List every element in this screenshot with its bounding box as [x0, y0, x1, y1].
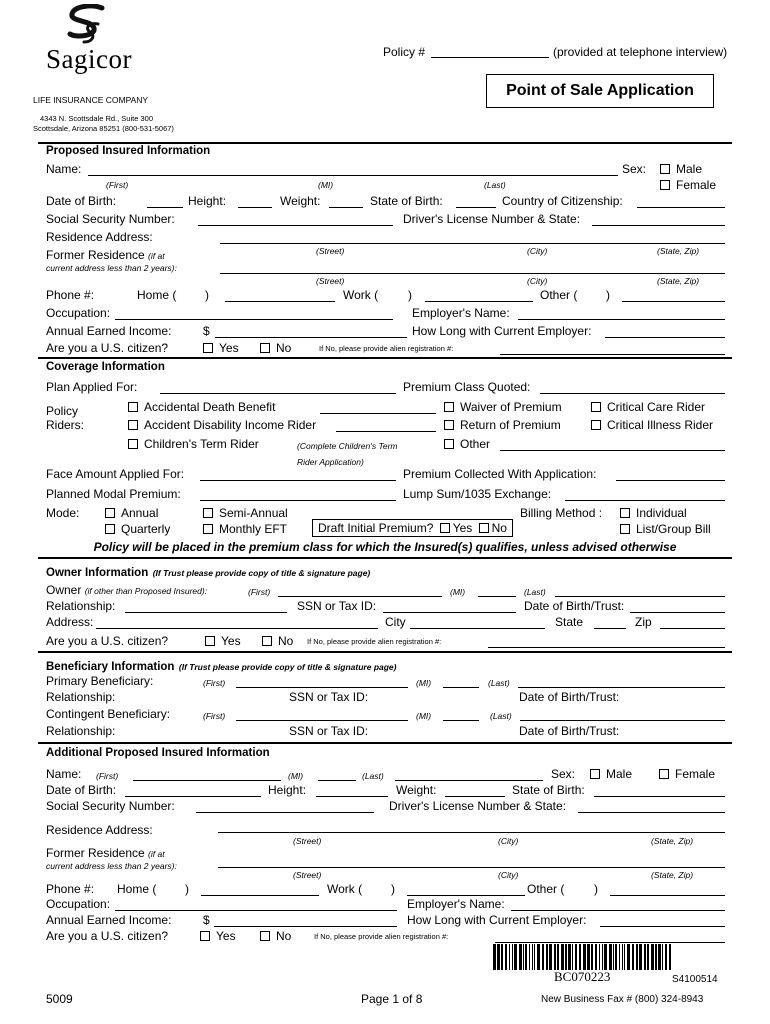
company-name: LIFE INSURANCE COMPANY	[33, 95, 149, 105]
adb-option[interactable]	[128, 400, 275, 414]
no-label: No	[276, 929, 292, 943]
add-dl-label: Driver's License Number & State:	[389, 799, 567, 813]
residence-label: Residence Address:	[46, 230, 153, 244]
premium-class-label: Premium Class Quoted:	[403, 380, 531, 394]
adb-label: Accidental Death Benefit	[144, 400, 276, 414]
add-alien-label: If No, please provide alien registration #:	[314, 932, 449, 941]
section-title-owner: Owner Information	[46, 567, 149, 579]
rop-option[interactable]	[444, 418, 561, 432]
no-checkbox[interactable]	[260, 343, 270, 353]
former-residence-label: Former Residence	[46, 248, 145, 262]
company-address-1: 4343 N. Scottsdale Rd., Suite 300	[40, 114, 153, 123]
first-caption: (First)	[96, 771, 119, 781]
dob-field[interactable]	[147, 207, 183, 208]
premium-class-field[interactable]	[540, 393, 725, 394]
citizen-no-option[interactable]	[260, 341, 291, 355]
ctr-label: Children's Term Rider	[144, 437, 259, 451]
work-phone-field[interactable]	[425, 301, 533, 302]
draft-yes-label: Yes	[452, 521, 473, 535]
female-label: Female	[675, 767, 716, 781]
employer-label: Employer's Name:	[412, 306, 510, 320]
owner-dob-field[interactable]	[630, 612, 725, 613]
height-label: Height:	[188, 194, 227, 208]
fax-number: New Business Fax # (800) 324-8943	[541, 994, 704, 1005]
occupation-field[interactable]	[115, 319, 393, 320]
owner-zip-field[interactable]	[660, 628, 725, 629]
add-former-label: Former Residence	[46, 846, 145, 860]
draft-no-checkbox[interactable]	[479, 523, 489, 533]
city-caption: (City)	[527, 276, 548, 286]
ctr-note-2: Rider Application)	[297, 457, 364, 467]
mi-caption: (MI)	[288, 771, 304, 781]
alien-label: If No, please provide alien registration #:	[319, 344, 454, 353]
lump-sum-field[interactable]	[565, 500, 725, 501]
plan-label: Plan Applied For:	[46, 380, 138, 394]
city-caption: (City)	[527, 246, 548, 256]
owner-city-label: City	[385, 615, 406, 629]
female-checkbox[interactable]	[659, 769, 669, 779]
ssn-field[interactable]	[198, 225, 393, 226]
barcode	[493, 944, 673, 970]
former-note: current address less than 2 years):	[46, 263, 177, 273]
contingent-dob-label: Date of Birth/Trust:	[519, 724, 620, 738]
add-height-field[interactable]	[316, 796, 388, 797]
income-field[interactable]	[215, 337, 407, 338]
page-number: Page 1 of 8	[361, 992, 423, 1006]
semi-annual-label: Semi-Annual	[219, 506, 288, 520]
no-label: No	[278, 634, 294, 648]
add-weight-field[interactable]	[445, 796, 505, 797]
modal-premium-field[interactable]	[200, 500, 396, 501]
add-male-option[interactable]	[590, 767, 632, 781]
add-residence-label: Residence Address:	[46, 823, 153, 837]
yes-checkbox[interactable]	[200, 931, 210, 941]
former-residence-field[interactable]	[220, 273, 725, 274]
group-bill-checkbox[interactable]	[620, 524, 630, 534]
section-divider	[38, 557, 732, 559]
paren: )	[408, 288, 412, 302]
owner-dob-label: Date of Birth/Trust:	[524, 599, 625, 613]
primary-first-field[interactable]	[236, 687, 408, 688]
owner-ssn-field[interactable]	[383, 612, 516, 613]
premium-class-notice: Policy will be placed in the premium class for which the Insured(s) qualifies, unless advised otherwise	[93, 540, 677, 554]
add-occupation-field[interactable]	[115, 910, 397, 911]
primary-beneficiary-label: Primary Beneficiary:	[46, 674, 154, 688]
add-residence-field[interactable]	[218, 832, 725, 833]
owner-first-field[interactable]	[278, 596, 442, 597]
face-amount-label: Face Amount Applied For:	[46, 467, 185, 481]
country-field[interactable]	[637, 207, 725, 208]
last-caption: (Last)	[362, 771, 384, 781]
female-checkbox[interactable]	[660, 180, 670, 190]
premium-collected-field[interactable]	[616, 480, 725, 481]
semi-annual-checkbox[interactable]	[203, 508, 213, 518]
owner-ssn-label: SSN or Tax ID:	[297, 599, 377, 613]
add-work-phone-field[interactable]	[407, 895, 525, 896]
ctr-checkbox[interactable]	[128, 439, 138, 449]
add-sex-label: Sex:	[551, 767, 576, 781]
individual-option[interactable]	[620, 506, 687, 520]
group-bill-option[interactable]	[620, 522, 711, 536]
male-checkbox[interactable]	[660, 164, 670, 174]
paren: )	[594, 882, 598, 896]
city-caption: (City)	[498, 870, 519, 880]
owner-state-label: State	[555, 615, 584, 629]
owner-citizen-label: Are you a U.S. citizen?	[46, 634, 169, 648]
last-caption: (Last)	[484, 180, 506, 190]
state-zip-caption: (State, Zip)	[651, 870, 694, 880]
ssn-label: Social Security Number:	[46, 212, 175, 226]
owner-zip-label: Zip	[635, 615, 652, 629]
policy-number-label: Policy #	[383, 45, 426, 59]
group-bill-label: List/Group Bill	[636, 522, 711, 536]
section-title-proposed-insured: Proposed Insured Information	[46, 145, 211, 157]
waiver-option[interactable]	[444, 400, 562, 414]
add-weight-label: Weight:	[396, 783, 437, 797]
monthly-eft-checkbox[interactable]	[203, 524, 213, 534]
owner-citizen-yes-option[interactable]	[205, 634, 241, 648]
add-home-phone-field[interactable]	[201, 895, 319, 896]
sagicor-logo-mark	[62, 4, 112, 46]
billing-method-label: Billing Method :	[520, 506, 603, 520]
contingent-last-field[interactable]	[520, 720, 725, 721]
section-divider	[38, 651, 732, 653]
annual-label: Annual	[121, 506, 159, 520]
add-alien-field[interactable]	[495, 942, 725, 943]
critical-care-option[interactable]	[591, 400, 705, 414]
last-caption: (Last)	[488, 678, 510, 688]
occupation-label: Occupation:	[46, 306, 111, 320]
draft-no-label: No	[491, 521, 507, 535]
former-if-caption: (if at	[148, 849, 165, 859]
dollar-sign: $	[203, 913, 210, 927]
add-employer-field[interactable]	[511, 910, 725, 911]
rop-label: Return of Premium	[460, 418, 561, 432]
first-caption: (First)	[106, 180, 129, 190]
drivers-license-label: Driver's License Number & State:	[403, 212, 581, 226]
other-rider-option[interactable]	[444, 437, 490, 451]
no-label: No	[276, 341, 292, 355]
lump-sum-label: Lump Sum/1035 Exchange:	[403, 487, 552, 501]
street-caption: (Street)	[293, 836, 322, 846]
add-how-long-label: How Long with Current Employer:	[407, 913, 587, 927]
paren: )	[391, 882, 395, 896]
add-state-birth-field[interactable]	[594, 796, 725, 797]
section-title-beneficiary: Beneficiary Information	[46, 661, 175, 673]
primary-dob-label: Date of Birth/Trust:	[519, 690, 620, 704]
name-label: Name:	[46, 162, 82, 176]
adi-label: Accident Disability Income Rider	[144, 418, 317, 432]
male-label: Male	[606, 767, 633, 781]
add-dob-field[interactable]	[125, 796, 261, 797]
company-address-2: Scottsdale, Arizona 85251 (800-531-5067)	[33, 124, 174, 133]
mi-caption: (MI)	[416, 711, 432, 721]
no-checkbox[interactable]	[260, 931, 270, 941]
add-ssn-label: Social Security Number:	[46, 799, 175, 813]
add-work-phone-label: Work (	[327, 882, 363, 896]
mi-caption: (MI)	[416, 678, 432, 688]
draft-yes-checkbox[interactable]	[440, 523, 450, 533]
section-divider	[38, 357, 732, 359]
add-dob-label: Date of Birth:	[46, 783, 117, 797]
paren: )	[606, 288, 610, 302]
state-zip-caption: (State, Zip)	[657, 246, 700, 256]
home-phone-field[interactable]	[225, 301, 335, 302]
owner-relationship-field[interactable]	[125, 612, 287, 613]
form-number: 5009	[46, 992, 73, 1006]
mode-label: Mode:	[46, 506, 80, 520]
income-label: Annual Earned Income:	[46, 324, 172, 338]
owner-note: (if other than Proposed Insured):	[84, 586, 208, 596]
country-label: Country of Citizenship:	[502, 194, 623, 208]
contingent-mi-field[interactable]	[443, 720, 479, 721]
add-female-option[interactable]	[659, 767, 715, 781]
waiver-checkbox[interactable]	[444, 402, 454, 412]
how-long-field[interactable]	[605, 337, 725, 338]
primary-mi-field[interactable]	[443, 687, 479, 688]
female-option[interactable]	[660, 178, 716, 192]
section-divider	[38, 142, 732, 144]
critical-illness-option[interactable]	[591, 418, 713, 432]
male-label: Male	[676, 162, 703, 176]
mi-caption: (MI)	[318, 180, 334, 190]
owner-citizen-no-option[interactable]	[262, 634, 293, 648]
phone-label: Phone #:	[46, 288, 95, 302]
contingent-first-field[interactable]	[236, 720, 408, 721]
add-occupation-label: Occupation:	[46, 897, 111, 911]
other-phone-field[interactable]	[622, 301, 725, 302]
plan-field[interactable]	[160, 393, 396, 394]
individual-label: Individual	[636, 506, 687, 520]
section-title-additional-insured: Additional Proposed Insured Information	[46, 747, 270, 759]
add-home-phone-label: Home (	[117, 882, 157, 896]
annual-option[interactable]	[105, 506, 158, 520]
section-title-coverage: Coverage Information	[46, 361, 165, 373]
policy-number-field[interactable]	[431, 57, 549, 58]
monthly-eft-option[interactable]	[203, 522, 287, 536]
draft-label: Draft Initial Premium?	[318, 521, 434, 535]
add-last-field[interactable]	[395, 780, 543, 781]
add-citizen-label: Are you a U.S. citizen?	[46, 929, 169, 943]
draft-initial-premium-box	[312, 519, 513, 537]
sex-label: Sex:	[622, 162, 647, 176]
add-first-field[interactable]	[133, 780, 281, 781]
critical-illness-checkbox[interactable]	[591, 420, 601, 430]
critical-illness-label: Critical Illness Rider	[607, 418, 714, 432]
add-citizen-yes-option[interactable]	[200, 929, 236, 943]
add-state-birth-label: State of Birth:	[512, 783, 585, 797]
other-rider-checkbox[interactable]	[444, 439, 454, 449]
work-phone-label: Work (	[343, 288, 379, 302]
adb-checkbox[interactable]	[128, 402, 138, 412]
policy-note: (provided at telephone interview)	[553, 45, 728, 59]
add-citizen-no-option[interactable]	[260, 929, 291, 943]
form-code: S4100514	[672, 974, 718, 985]
owner-address-field[interactable]	[96, 628, 378, 629]
yes-checkbox[interactable]	[203, 343, 213, 353]
owner-city-field[interactable]	[410, 628, 545, 629]
insured-name-field[interactable]	[88, 175, 618, 176]
barcode-text: BC070223	[554, 969, 611, 984]
last-caption: (Last)	[524, 587, 546, 597]
ctr-option[interactable]	[128, 437, 259, 451]
state-of-birth-field[interactable]	[456, 207, 496, 208]
owner-alien-label: If No, please provide alien registration #:	[307, 637, 442, 646]
quarterly-option[interactable]	[105, 522, 170, 536]
residence-field[interactable]	[220, 243, 725, 244]
quarterly-checkbox[interactable]	[105, 524, 115, 534]
owner-title-note: (If Trust please provide copy of title & signature page)	[152, 568, 371, 578]
mi-caption: (MI)	[450, 587, 466, 597]
rop-checkbox[interactable]	[444, 420, 454, 430]
first-caption: (First)	[203, 678, 226, 688]
male-checkbox[interactable]	[590, 769, 600, 779]
drivers-license-field[interactable]	[592, 225, 725, 226]
contingent-ssn-label: SSN or Tax ID:	[289, 724, 369, 738]
critical-care-label: Critical Care Rider	[607, 400, 706, 414]
dob-label: Date of Birth:	[46, 194, 117, 208]
add-dl-field[interactable]	[578, 812, 725, 813]
street-caption: (Street)	[316, 246, 345, 256]
add-former-field[interactable]	[218, 867, 725, 868]
critical-care-checkbox[interactable]	[591, 402, 601, 412]
semi-annual-option[interactable]	[203, 506, 288, 520]
other-rider-field[interactable]	[500, 450, 725, 451]
add-mi-field[interactable]	[318, 780, 356, 781]
contingent-beneficiary-label: Contingent Beneficiary:	[46, 707, 171, 721]
female-label: Female	[676, 178, 717, 192]
adi-checkbox[interactable]	[128, 420, 138, 430]
how-long-label: How Long with Current Employer:	[412, 324, 592, 338]
face-amount-field[interactable]	[200, 480, 396, 481]
yes-checkbox[interactable]	[205, 636, 215, 646]
no-checkbox[interactable]	[262, 636, 272, 646]
monthly-eft-label: Monthly EFT	[219, 522, 288, 536]
add-other-phone-label: Other (	[527, 882, 565, 896]
yes-label: Yes	[221, 634, 241, 648]
street-caption: (Street)	[293, 870, 322, 880]
owner-relationship-label: Relationship:	[46, 599, 116, 613]
form-title-box	[486, 74, 714, 108]
owner-state-field[interactable]	[594, 628, 626, 629]
city-caption: (City)	[498, 836, 519, 846]
yes-label: Yes	[216, 929, 236, 943]
primary-ssn-label: SSN or Tax ID:	[289, 690, 369, 704]
individual-checkbox[interactable]	[620, 508, 630, 518]
paren: )	[185, 882, 189, 896]
riders-label: Riders:	[46, 418, 85, 432]
male-option[interactable]	[660, 162, 702, 176]
last-caption: (Last)	[490, 711, 512, 721]
quarterly-label: Quarterly	[121, 522, 171, 536]
citizen-label: Are you a U.S. citizen?	[46, 341, 169, 355]
street-caption: (Street)	[316, 276, 345, 286]
owner-mi-field[interactable]	[478, 596, 516, 597]
weight-label: Weight:	[280, 194, 321, 208]
owner-address-label: Address:	[46, 615, 94, 629]
adi-amount-field[interactable]	[336, 431, 436, 432]
first-caption: (First)	[248, 587, 271, 597]
height-field[interactable]	[238, 207, 272, 208]
modal-premium-label: Planned Modal Premium:	[46, 487, 181, 501]
logo-name: Sagicor	[46, 44, 132, 74]
former-if-caption: (if at	[148, 251, 165, 261]
add-income-field[interactable]	[214, 926, 397, 927]
dollar-sign: $	[203, 324, 210, 338]
former-note: current address less than 2 years):	[46, 861, 177, 871]
other-phone-label: Other (	[540, 288, 578, 302]
other-rider-label: Other	[460, 437, 491, 451]
weight-field[interactable]	[329, 207, 363, 208]
add-name-label: Name:	[46, 767, 82, 781]
alien-field[interactable]	[500, 354, 725, 355]
ctr-note: (Complete Children's Term	[297, 441, 398, 451]
add-income-label: Annual Earned Income:	[46, 913, 172, 927]
section-divider	[38, 742, 732, 744]
adi-option[interactable]	[128, 418, 316, 432]
form-title: Point of Sale Application	[506, 82, 694, 99]
primary-relationship-label: Relationship:	[46, 690, 116, 704]
owner-label: Owner	[46, 583, 82, 597]
add-how-long-field[interactable]	[600, 926, 725, 927]
beneficiary-title-note: (If Trust please provide copy of title & signature page)	[178, 662, 397, 672]
home-phone-label: Home (	[137, 288, 177, 302]
owner-alien-field[interactable]	[488, 647, 725, 648]
state-of-birth-label: State of Birth:	[370, 194, 443, 208]
state-zip-caption: (State, Zip)	[651, 836, 694, 846]
add-other-phone-field[interactable]	[610, 895, 725, 896]
annual-checkbox[interactable]	[105, 508, 115, 518]
premium-collected-label: Premium Collected With Application:	[403, 467, 597, 481]
primary-last-field[interactable]	[518, 687, 725, 688]
waiver-label: Waiver of Premium	[460, 400, 562, 414]
add-height-label: Height:	[268, 783, 307, 797]
citizen-yes-option[interactable]	[203, 341, 239, 355]
state-zip-caption: (State, Zip)	[657, 276, 700, 286]
employer-field[interactable]	[518, 319, 725, 320]
add-ssn-field[interactable]	[196, 812, 374, 813]
adb-amount-field[interactable]	[320, 413, 436, 414]
add-phone-label: Phone #:	[46, 882, 95, 896]
owner-last-field[interactable]	[555, 596, 725, 597]
paren: )	[205, 288, 209, 302]
add-employer-label: Employer's Name:	[407, 897, 505, 911]
policy-label: Policy	[46, 404, 79, 418]
contingent-relationship-label: Relationship:	[46, 724, 116, 738]
first-caption: (First)	[203, 711, 226, 721]
yes-label: Yes	[219, 341, 239, 355]
